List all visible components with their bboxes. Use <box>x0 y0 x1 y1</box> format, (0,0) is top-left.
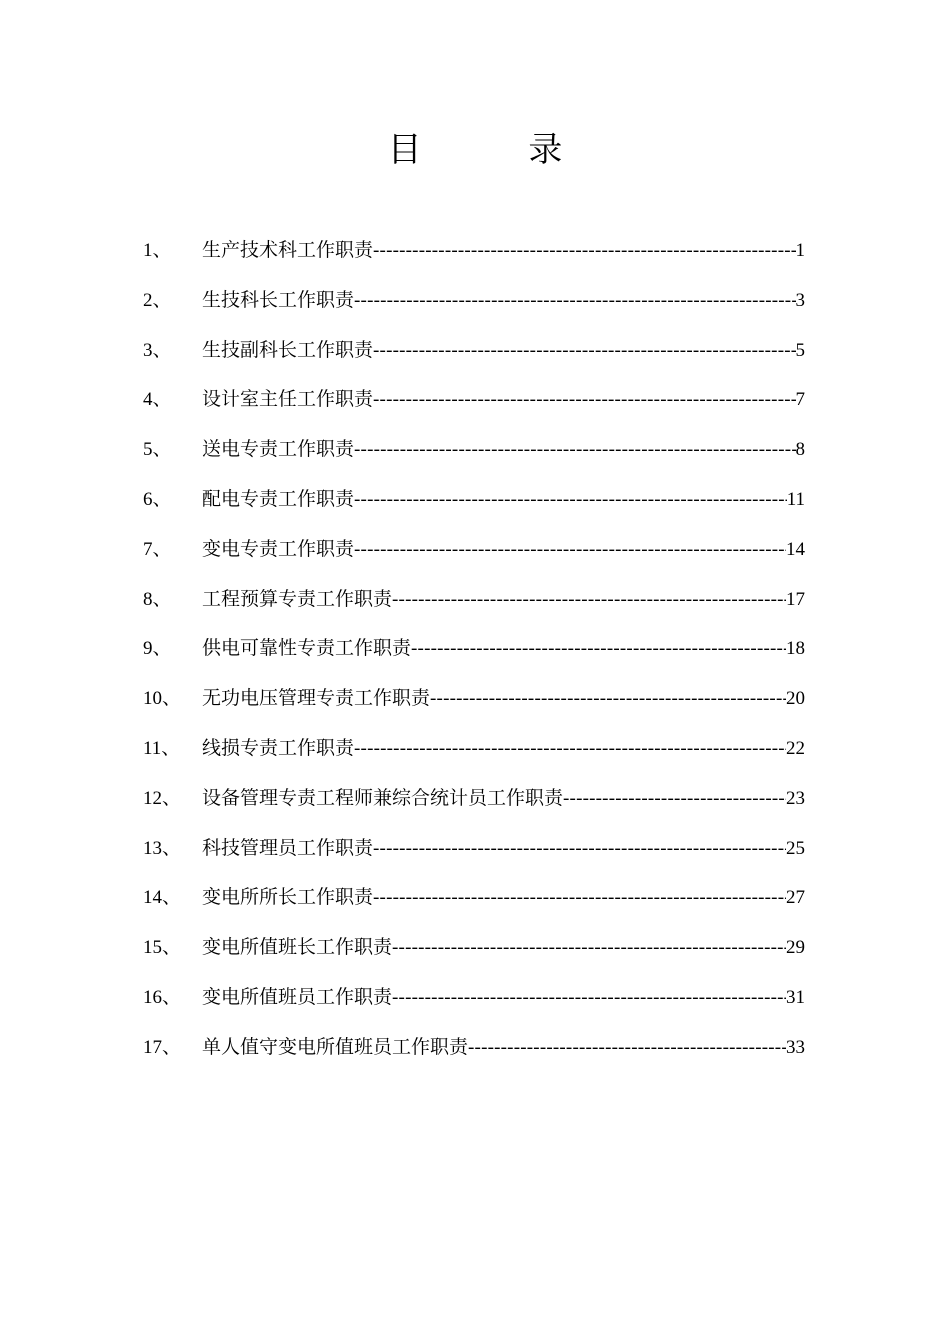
toc-entry[interactable] <box>143 684 805 734</box>
toc-entry[interactable] <box>143 286 805 336</box>
toc-entry-page: 8 <box>795 439 805 461</box>
toc-entry-number: 2、 <box>143 289 172 311</box>
toc-entry-title: 变电所值班员工作职责 <box>202 985 393 1008</box>
toc-entry[interactable] <box>143 734 805 784</box>
toc-entry-number: 1、 <box>143 240 172 261</box>
toc-dot-leader <box>430 685 786 713</box>
toc-entry-number: 15、 <box>143 937 182 959</box>
toc-entry[interactable] <box>143 236 805 286</box>
toc-entry-page: 23 <box>786 787 805 809</box>
toc-entry-number: 14、 <box>143 887 182 909</box>
toc-entry-page: 11 <box>786 488 805 510</box>
toc-entry-title: 设计室主任工作职责 <box>202 388 374 411</box>
toc-dot-leader <box>373 337 795 365</box>
toc-dot-leader <box>392 586 786 614</box>
toc-dot-leader <box>392 984 786 1012</box>
toc-entry-title: 供电可靠性专责工作职责 <box>202 637 412 660</box>
toc-entry-title: 送电专责工作职责 <box>202 438 355 461</box>
toc-entry[interactable] <box>143 485 805 535</box>
toc-entry-page: 29 <box>786 937 805 959</box>
toc-entry-page: 27 <box>786 887 805 909</box>
toc-dot-leader <box>373 884 786 912</box>
toc-entry-title: 线损专责工作职责 <box>202 736 355 759</box>
toc-entry-number: 4、 <box>143 389 172 411</box>
toc-entry[interactable] <box>143 883 805 933</box>
page-title: 目 录 <box>387 130 611 170</box>
toc-entry-page: 1 <box>795 240 805 261</box>
toc-entry-title: 变电所值班长工作职责 <box>202 936 393 959</box>
toc-entry-page: 20 <box>786 688 805 710</box>
toc-entry-page: 22 <box>786 737 805 759</box>
toc-entry-page: 31 <box>786 986 805 1008</box>
toc-entry-title: 配电专责工作职责 <box>202 487 355 510</box>
toc-entry-number: 17、 <box>143 1036 182 1058</box>
toc-entry-title: 生产技术科工作职责 <box>202 239 374 261</box>
toc-entry-number: 7、 <box>143 538 172 560</box>
toc-entry-title: 变电所所长工作职责 <box>202 886 374 909</box>
toc-dot-leader <box>354 536 786 564</box>
toc-entry-page: 5 <box>795 339 805 361</box>
toc-entry-page: 17 <box>786 588 805 610</box>
toc-dot-leader <box>373 835 786 863</box>
toc-entry-number: 5、 <box>143 439 172 461</box>
toc-dot-leader <box>468 1034 786 1062</box>
toc-entry[interactable] <box>143 585 805 635</box>
toc-entry-title: 工程预算专责工作职责 <box>202 587 393 610</box>
toc-entry-title: 科技管理员工作职责 <box>202 836 374 859</box>
toc-entry-title: 单人值守变电所值班员工作职责 <box>202 1035 469 1058</box>
table-of-contents <box>143 236 805 1083</box>
toc-dot-leader <box>354 735 786 763</box>
toc-entry[interactable] <box>143 983 805 1033</box>
toc-entry[interactable] <box>143 336 805 386</box>
toc-entry[interactable] <box>143 435 805 485</box>
toc-entry-number: 6、 <box>143 488 172 510</box>
toc-entry-number: 3、 <box>143 339 172 361</box>
toc-entry-number: 16、 <box>143 986 182 1008</box>
toc-entry-number: 8、 <box>143 588 172 610</box>
toc-entry-title: 生技副科长工作职责 <box>202 338 374 361</box>
toc-entry-page: 3 <box>795 289 805 311</box>
toc-dot-leader <box>354 486 787 514</box>
toc-entry-page: 33 <box>786 1036 805 1058</box>
toc-entry-page: 7 <box>795 389 805 411</box>
toc-entry-number: 10、 <box>143 688 182 710</box>
toc-entry-title: 设备管理专责工程师兼综合统计员工作职责 <box>202 786 564 809</box>
toc-entry-number: 12、 <box>143 787 182 809</box>
toc-entry-title: 变电专责工作职责 <box>202 537 355 560</box>
toc-entry[interactable] <box>143 784 805 834</box>
toc-dot-leader <box>563 785 786 813</box>
toc-dot-leader <box>411 635 786 663</box>
toc-entry-page: 14 <box>786 538 805 560</box>
toc-entry[interactable] <box>143 385 805 435</box>
toc-entry[interactable] <box>143 834 805 884</box>
toc-dot-leader <box>392 934 786 962</box>
toc-entry[interactable] <box>143 535 805 585</box>
toc-dot-leader <box>354 287 795 315</box>
toc-entry[interactable] <box>143 1033 805 1083</box>
toc-dot-leader <box>373 386 795 414</box>
toc-entry-page: 25 <box>786 837 805 859</box>
toc-entry-number: 11、 <box>143 737 181 759</box>
toc-entry-page: 18 <box>786 638 805 660</box>
toc-entry[interactable] <box>143 933 805 983</box>
toc-entry-title: 无功电压管理专责工作职责 <box>202 687 431 710</box>
toc-entry[interactable] <box>143 634 805 684</box>
toc-entry-number: 9、 <box>143 638 172 660</box>
toc-entry-number: 13、 <box>143 837 182 859</box>
toc-dot-leader <box>354 436 795 464</box>
toc-dot-leader <box>373 237 795 265</box>
toc-entry-title: 生技科长工作职责 <box>202 288 355 311</box>
